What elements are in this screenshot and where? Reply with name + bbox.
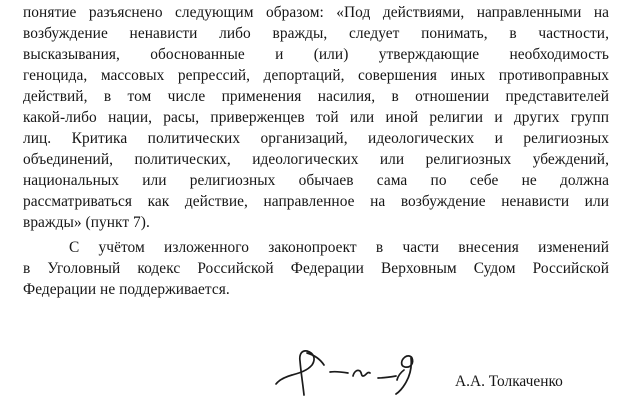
paragraph-1-line: объединений, политических, идеологических или религиозных убеждений, xyxy=(23,151,609,168)
paragraph-1-line: высказывания, обоснованные и (или) утверждающие необходимость xyxy=(23,46,609,63)
paragraph-2-last-line: Федерации не поддерживается. xyxy=(23,281,230,298)
paragraph-1-line: геноцида, массовых репрессий, депортаций, совершения иных противоправных xyxy=(23,67,609,84)
signer-name: А.А. Толкаченко xyxy=(455,373,563,390)
paragraph-1-line: возбуждение ненависти либо вражды, следует понимать, в частности, xyxy=(23,25,609,42)
paragraph-1-line: понятие разъяснено следующим образом: «Под действиями, направленными на xyxy=(23,4,609,21)
paragraph-2-first-line: С учётом изложенного законопроект в части внесения изменений xyxy=(69,239,609,256)
paragraph-2-line: в Уголовный кодекс Российской Федерации Верховным Судом Российской xyxy=(23,260,609,277)
paragraph-1-line: действий, в том числе применения насилия, в отношении представителей xyxy=(23,88,609,105)
paragraph-1-line: лиц. Критика политических организаций, идеологических и религиозных xyxy=(23,130,609,147)
paragraph-1-line: рассматриваться как действие, направленное на возбуждение ненависти или xyxy=(23,193,609,210)
handwritten-signature xyxy=(272,345,432,397)
paragraph-1-line: национальных или религиозных обычаев сама по себе не должна xyxy=(23,172,609,189)
paragraph-1-line: какой-либо нации, расы, приверженцев той или иной религии и других групп xyxy=(23,109,609,126)
paragraph-1-last-line: вражды» (пункт 7). xyxy=(23,214,150,231)
